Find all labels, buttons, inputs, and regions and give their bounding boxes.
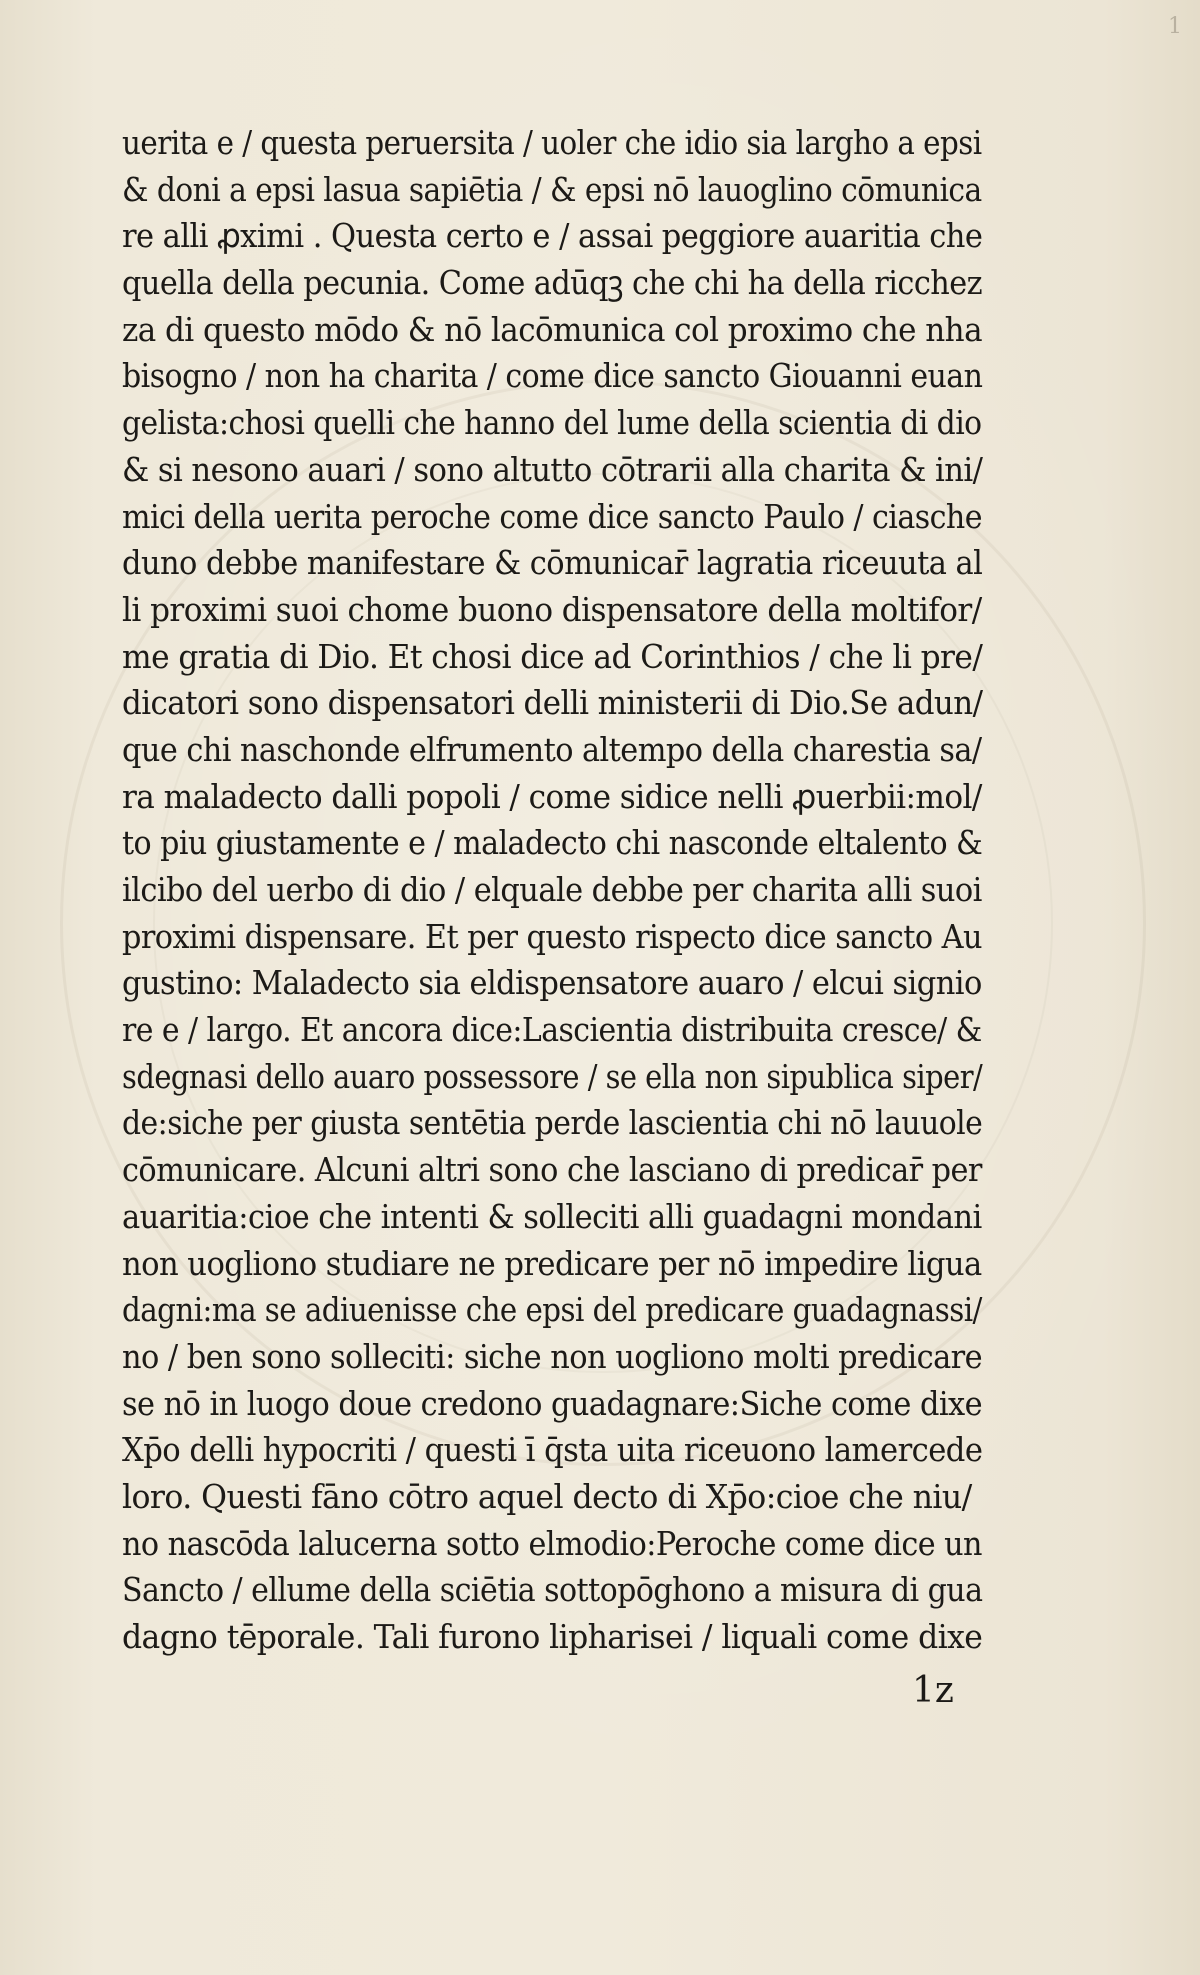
text-block [122, 120, 1022, 1661]
text-line: to piu giustamente e / maladecto chi nasconde eltalento & [122, 823, 983, 863]
text-line: re alli ꝓximi . Questa certo e / assai peggiore auaritia che [122, 216, 983, 256]
text-line: de:siche per giusta sentētia perde lascientia chi nō lauuole [122, 1103, 983, 1143]
text-line: ra maladecto dalli popoli / come sidice nelli ꝓuerbii:mol/ [122, 776, 982, 816]
text-line: Xp̄o delli hypocriti / questi ī q̄sta uita riceuono lamercede [122, 1430, 983, 1470]
text-line: mici della uerita peroche come dice sancto Paulo / ciasche [122, 496, 982, 536]
folio-number: 1z [912, 1670, 954, 1711]
text-line: bisogno / non ha charita / come dice sancto Giouanni euan [122, 356, 983, 396]
text-line: dagni:ma se adiuenisse che epsi del predicare guadagnassi/ [122, 1290, 982, 1330]
text-line: que chi naschonde elfrumento altempo della charestia sa/ [122, 729, 982, 769]
text-line: me gratia di Dio. Et chosi dice ad Corinthios / che li pre/ [122, 636, 983, 676]
text-line: gustino: Maladecto sia eldispensatore auaro / elcui signio [122, 963, 982, 1003]
text-line: re e / largo. Et ancora dice:Lascientia distribuita cresce/ & [122, 1010, 982, 1050]
text-line: non uogliono studiare ne predicare per nō impedire ligua [122, 1243, 982, 1283]
text-line: duno debbe manifestare & cōmunicar̄ lagratia riceuuta al [122, 543, 983, 583]
text-line: li proximi suoi chome buono dispensatore della moltifor/ [122, 589, 982, 629]
text-line: se nō in luogo doue credono guadagnare:Siche come dixe [122, 1383, 983, 1423]
text-line: sdegnasi dello auaro possessore / se ella non sipublica siper/ [122, 1056, 983, 1096]
text-line: za di questo mōdo & nō lacōmunica col proximo che nha [122, 309, 983, 349]
text-line: no / ben sono solleciti: siche non uogliono molti predicare [122, 1336, 983, 1376]
corner-mark: 1 [1168, 14, 1182, 39]
text-line: loro. Questi fāno cōtro aquel decto di Xp̄o:cioe che niu/ [122, 1476, 972, 1516]
text-line: & si nesono auari / sono altutto cōtrarii alla charita & ini/ [122, 449, 983, 489]
text-line: uerita e / questa peruersita / uoler che idio sia largho a epsi [122, 123, 982, 162]
text-line: no nascōda lalucerna sotto elmodio:Peroche come dice un [122, 1523, 982, 1563]
text-line: quella della pecunia. Come adūqꝫ che chi ha della ricchez [122, 263, 983, 303]
text-line: gelista:chosi quelli che hanno del lume della scientia di dio [122, 403, 982, 443]
text-line: dagno tēporale. Tali furono lipharisei / liquali come dixe [122, 1617, 983, 1656]
text-line: cōmunicare. Alcuni altri sono che lasciano di predicar̄ per [122, 1150, 982, 1190]
text-line: dicatori sono dispensatori delli ministerii di Dio.Se adun/ [122, 683, 983, 723]
text-line: proximi dispensare. Et per questo rispecto dice sancto Au [122, 916, 982, 956]
text-line: ilcibo del uerbo di dio / elquale debbe per charita alli suoi [122, 870, 982, 909]
text-line: Sancto / ellume della sciētia sottopōghono a misura di gua [122, 1570, 983, 1610]
text-line: auaritia:cioe che intenti & solleciti alli guadagni mondani [122, 1196, 982, 1236]
text-line: & doni a epsi lasua sapiētia / & epsi nō lauoglino cōmunica [122, 169, 982, 209]
